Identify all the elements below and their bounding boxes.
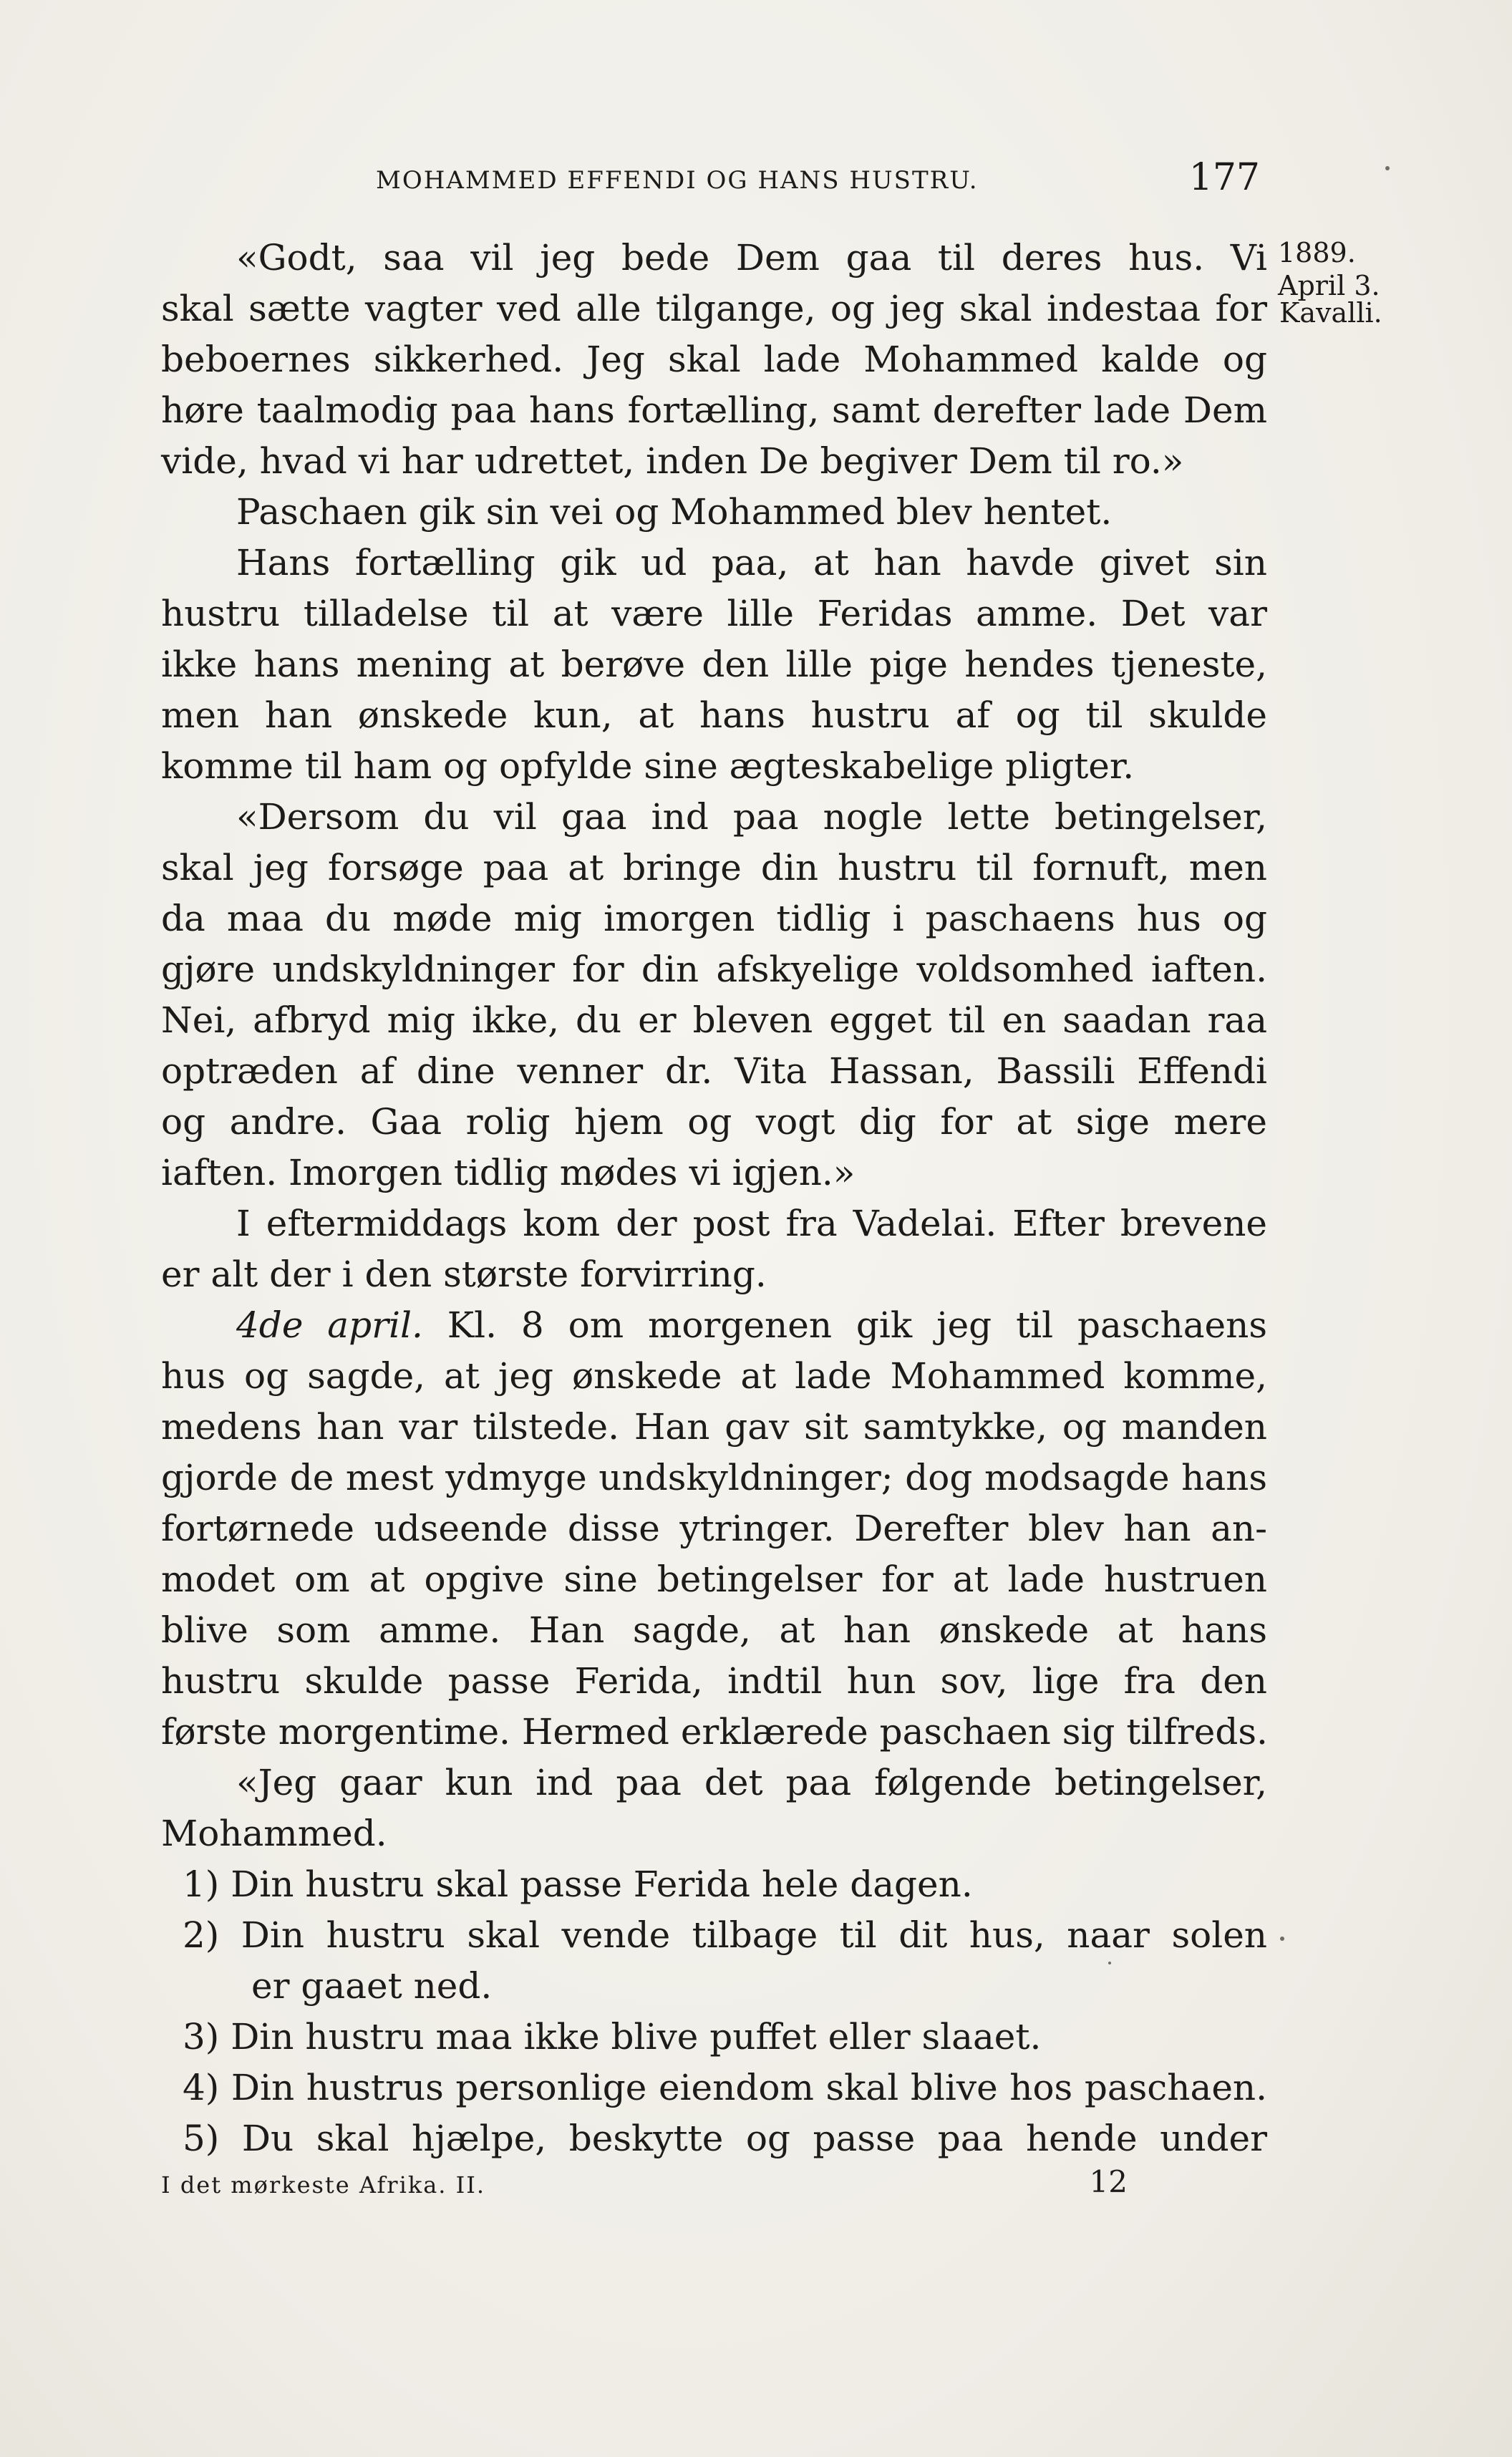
text-line: gjorde de mest ydmyge undskyldninger; dog modsagde hans <box>161 1457 1267 1498</box>
margin-note <box>1278 236 1392 329</box>
text-line: «Dersom du vil gaa ind paa nogle lette betingelser, <box>236 796 1267 838</box>
text-line: er gaaet ned. <box>251 1965 493 2007</box>
text-line-rest: Kl. 8 om morgenen gik jeg til paschaens <box>422 1304 1267 1346</box>
paper-speck <box>1108 1962 1111 1964</box>
text-line: Hans fortælling gik ud paa, at han havde givet sin <box>236 542 1267 583</box>
text-line: 5) Du skal hjælpe, beskytte og passe paa hende under <box>183 2118 1267 2159</box>
text-line: 2) Din hustru skal vende tilbage til dit hus, naar solen <box>183 1914 1267 1956</box>
text-line: modet om at opgive sine betingelser for at lade hustruen <box>161 1559 1267 1600</box>
text-line: da maa du møde mig imorgen tidlig i paschaens hus og <box>161 898 1267 939</box>
text-line: 3) Din hustru maa ikke blive puffet eller slaaet. <box>183 2016 1042 2058</box>
text-line: første morgentime. Hermed erklærede paschaen sig tilfreds. <box>161 1711 1268 1753</box>
text-line: 1) Din hustru skal passe Ferida hele dagen. <box>183 1864 973 1905</box>
text-line: og andre. Gaa rolig hjem og vogt dig for at sige mere <box>161 1101 1267 1143</box>
text-line: 4) Din hustrus personlige eiendom skal blive hos paschaen. <box>183 2067 1267 2108</box>
margin-note-place: Kavalli. <box>1279 297 1382 329</box>
footer-book-title: I det mørkeste Afrika. II. <box>161 2171 486 2199</box>
text-line: Paschaen gik sin vei og Mohammed blev hentet. <box>236 491 1113 533</box>
text-line: Mohammed. <box>161 1813 387 1854</box>
text-line: høre taalmodig paa hans fortælling, samt derefter lade Dem <box>161 389 1267 431</box>
page-footer <box>161 2164 1128 2200</box>
text-line <box>161 1300 1267 1351</box>
paper-speck <box>1385 166 1390 170</box>
text-line: vide, hvad vi har udrettet, inden De begiver Dem til ro.» <box>161 440 1184 482</box>
text-line: gjøre undskyldninger for din afskyelige voldsomhed iaften. <box>161 949 1267 990</box>
text-line: skal sætte vagter ved alle tilgange, og jeg skal indestaa for <box>161 288 1267 329</box>
text-line: I eftermiddags kom der post fra Vadelai. Efter brevene <box>236 1203 1267 1244</box>
text-line: «Godt, saa vil jeg bede Dem gaa til deres hus. Vi <box>236 237 1267 278</box>
text-line: hustru tilladelse til at være lille Feridas amme. Det var <box>161 593 1267 634</box>
running-title: MOHAMMED EFFENDI OG HANS HUSTRU. <box>376 166 979 195</box>
text-line: beboernes sikkerhed. Jeg skal lade Mohammed kalde og <box>161 339 1267 380</box>
text-line: hustru skulde passe Ferida, indtil hun sov, lige fra den <box>161 1660 1267 1702</box>
text-line: «Jeg gaar kun ind paa det paa følgende betingelser, <box>236 1762 1267 1803</box>
footer-signature: 12 <box>1089 2164 1128 2199</box>
text-line: medens han var tilstede. Han gav sit samtykke, og manden <box>161 1406 1267 1448</box>
text-line: er alt der i den største forvirring. <box>161 1254 767 1295</box>
text-line: iaften. Imorgen tidlig mødes vi igjen.» <box>161 1152 856 1193</box>
text-line: komme til ham og opfylde sine ægteskabelige pligter. <box>161 745 1135 787</box>
body-text <box>161 233 1267 2164</box>
date-heading: 4de april. <box>236 1304 423 1346</box>
text-line: Nei, afbryd mig ikke, du er bleven egget til en saadan raa <box>161 999 1267 1041</box>
page-header <box>376 156 1260 199</box>
margin-note-date: April 3. <box>1278 270 1380 301</box>
text-line: hus og sagde, at jeg ønskede at lade Mohammed komme, <box>161 1355 1267 1397</box>
text-line: ikke hans mening at berøve den lille pige hendes tjeneste, <box>161 644 1267 685</box>
text-line: optræden af dine venner dr. Vita Hassan, Bassili Effendi <box>161 1050 1267 1092</box>
text-line: fortørnede udseende disse ytringer. Derefter blev han an- <box>161 1508 1267 1549</box>
text-line: men han ønskede kun, at hans hustru af og til skulde <box>161 694 1267 736</box>
paper-speck <box>1280 1937 1284 1941</box>
page-number: 177 <box>1188 156 1260 199</box>
margin-note-year: 1889. <box>1278 237 1356 268</box>
text-line: blive som amme. Han sagde, at han ønskede at hans <box>161 1609 1267 1651</box>
text-line: skal jeg forsøge paa at bringe din hustru til fornuft, men <box>161 847 1267 888</box>
